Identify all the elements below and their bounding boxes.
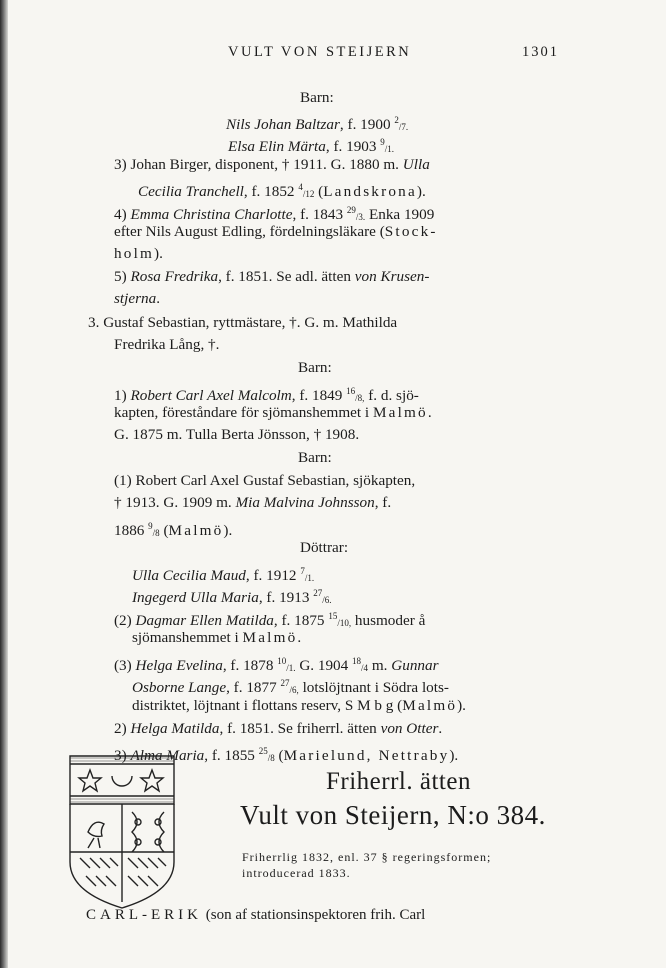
text-segment: Barn: — [300, 89, 334, 106]
text-segment: 15 — [328, 611, 338, 621]
text-segment: ). — [457, 697, 466, 714]
text-segment: , f. 1851. Se friherrl. ätten — [219, 720, 381, 737]
text-segment: , f. 1877 — [226, 679, 281, 696]
text-segment: . — [427, 404, 432, 421]
text-segment: Dagmar Ellen Matilda — [135, 612, 274, 629]
text-segment: 25 — [258, 746, 268, 756]
text-line — [132, 584, 332, 609]
text-segment: 5) — [114, 268, 131, 285]
text-segment: /8, — [355, 393, 365, 403]
text-segment: (2) — [114, 612, 136, 629]
text-segment: Gunnar — [391, 657, 439, 674]
text-segment: 27 — [313, 588, 323, 598]
arms-note-line-2: introducerad 1833. — [242, 866, 351, 880]
text-line — [114, 426, 359, 444]
text-segment: . — [156, 290, 160, 307]
text-segment: holm — [114, 245, 155, 262]
text-segment: Helga Matilda — [130, 720, 220, 737]
text-segment: /1. — [304, 573, 315, 583]
text-segment: efter Nils August Edling, fördelningsläkare ( — [114, 223, 385, 240]
text-segment: 10 — [277, 656, 287, 666]
text-segment: 2 — [394, 115, 399, 125]
text-segment: Nils Johan Baltzar — [226, 116, 340, 133]
text-segment: /8 — [267, 753, 275, 763]
text-segment: Barn: — [298, 449, 332, 466]
text-segment: /10, — [337, 618, 352, 628]
text-line — [88, 314, 397, 332]
text-segment: f. d. sjö- — [364, 387, 419, 404]
text-segment: . — [438, 720, 443, 737]
text-segment: , f. 1912 — [245, 567, 301, 584]
text-segment: 4) — [114, 206, 131, 223]
text-line — [114, 290, 160, 308]
text-line — [114, 404, 432, 422]
text-segment: 9 — [380, 137, 385, 147]
text-line — [114, 517, 232, 542]
text-segment: sjömanshemmet i — [132, 629, 243, 646]
page-number: 1301 — [522, 44, 559, 60]
text-line — [132, 674, 449, 699]
text-segment: /6. — [322, 595, 332, 605]
text-segment: /8 — [152, 528, 160, 538]
text-line — [300, 89, 334, 107]
text-segment: (1) Robert Carl Axel Gustaf Sebastian, sjökapten, — [114, 472, 416, 489]
text-segment: , f. 1843 — [292, 206, 347, 223]
text-line — [132, 629, 301, 647]
arms-title-line-2: Vult von Steijern, N:o 384. — [240, 800, 546, 830]
text-segment: Ulla — [402, 156, 430, 173]
text-segment: /1. — [286, 663, 296, 673]
text-segment: von Otter — [380, 720, 439, 737]
text-segment: Malmö — [372, 404, 428, 421]
text-segment: /12 — [302, 189, 315, 199]
text-segment: /6, — [289, 685, 299, 695]
text-segment: Elsa Elin Märta — [228, 138, 326, 155]
arms-title-line-1: Friherrl. ätten — [326, 768, 471, 795]
text-segment: , f. 1852 — [243, 183, 299, 200]
arms-note-line-1: Friherrlig 1832, enl. 37 § regeringsformen; — [242, 850, 492, 864]
text-segment: Landskrona — [323, 183, 417, 200]
text-segment: Fredrika Lång, †. — [114, 336, 220, 353]
text-segment: 16 — [346, 386, 356, 396]
text-segment: /7. — [398, 122, 409, 132]
text-segment: , f. 1849 — [291, 387, 347, 404]
footer-line — [86, 906, 425, 924]
text-segment: lotslöjtnant i Södra lots- — [298, 679, 449, 696]
text-segment: Helga Evelina — [135, 657, 223, 674]
footer-text: (son af stationsinspektoren frih. Carl — [205, 907, 426, 923]
text-segment: Malmö — [402, 697, 458, 714]
text-segment: stjerna — [114, 290, 157, 307]
text-segment: G. 1875 m. Tulla Berta Jönsson, † 1908. — [114, 426, 360, 443]
text-segment: distriktet, löjtnant i flottans reserv, S M b g ( — [132, 697, 403, 714]
text-line — [298, 449, 332, 467]
text-segment: Robert Carl Axel Malcolm — [130, 387, 292, 404]
text-line — [114, 156, 430, 174]
text-segment: Ulla Cecilia Maud — [132, 567, 246, 584]
text-segment: kapten, föreståndare för sjömanshemmet i — [114, 404, 373, 421]
text-segment: 7 — [300, 566, 305, 576]
text-segment: . — [297, 629, 302, 646]
text-line — [114, 268, 429, 286]
text-segment: Alma Maria — [130, 747, 205, 764]
text-segment: 29 — [346, 205, 356, 215]
text-line — [138, 178, 426, 203]
text-line — [132, 697, 466, 715]
text-segment: Malmö — [168, 522, 224, 539]
text-segment: (3) — [114, 657, 136, 674]
text-segment: 3. Gustaf Sebastian, ryttmästare, †. G. m. Mathilda — [88, 314, 398, 331]
text-line — [114, 472, 415, 490]
text-segment: ). — [223, 522, 233, 539]
running-title: VULT VON STEIJERN — [228, 44, 412, 60]
text-segment: husmoder å — [351, 612, 426, 629]
text-segment: /1. — [384, 144, 395, 154]
text-segment: von Krusen- — [354, 268, 430, 285]
text-segment: ( — [314, 183, 324, 200]
text-segment: , f. 1900 — [339, 116, 395, 133]
page-header — [0, 44, 666, 64]
text-line — [114, 223, 438, 241]
text-line — [114, 336, 219, 354]
text-segment: m. — [368, 657, 392, 674]
text-segment: G. 1904 — [295, 657, 353, 674]
text-segment: ). — [416, 183, 426, 200]
text-segment: Rosa Fredrika — [130, 268, 219, 285]
text-segment: /3. — [355, 212, 366, 222]
text-segment: Döttrar: — [300, 539, 349, 556]
text-segment: , f. 1903 — [325, 138, 381, 155]
text-segment: , f. — [374, 494, 392, 511]
text-segment: /4 — [361, 663, 369, 673]
text-line — [114, 245, 163, 263]
text-segment: Mia Malvina Johnsson — [235, 494, 375, 511]
text-segment: 1886 — [114, 522, 149, 539]
text-line — [298, 359, 332, 377]
text-segment: Osborne Lange — [132, 679, 227, 696]
text-segment: , f. 1878 — [222, 657, 278, 674]
text-segment: ( — [159, 522, 169, 539]
text-segment: † 1913. G. 1909 m. — [114, 494, 236, 511]
text-segment: , f. 1851. Se adl. ätten — [218, 268, 355, 285]
footer-name: CARL-ERIK — [86, 907, 202, 923]
text-segment: Ingegerd Ulla Maria — [132, 589, 259, 606]
text-segment: Enka 1909 — [365, 206, 435, 223]
text-segment: , f. 1855 — [204, 747, 259, 764]
text-line — [228, 133, 394, 158]
text-segment: 27 — [280, 678, 290, 688]
text-segment: 2) — [114, 720, 131, 737]
text-segment: Stock- — [384, 223, 438, 240]
text-line — [114, 720, 442, 738]
text-line — [300, 539, 348, 557]
text-segment: 3) — [114, 747, 131, 764]
scan-edge — [0, 0, 8, 968]
coat-of-arms — [66, 752, 178, 912]
text-segment: 1) — [114, 387, 131, 404]
text-segment: 4 — [298, 182, 303, 192]
text-segment: Malmö — [242, 629, 298, 646]
text-segment: Emma Christina Charlotte — [130, 206, 293, 223]
text-segment: ). — [154, 245, 163, 262]
text-segment: Cecilia Tranchell — [138, 183, 244, 200]
text-segment: Marielund, Nettraby — [283, 747, 450, 764]
text-segment: ). — [449, 747, 459, 764]
text-segment: ( — [274, 747, 284, 764]
text-segment: , f. 1913 — [258, 589, 314, 606]
text-segment: Barn: — [298, 359, 332, 376]
text-segment: 3) Johan Birger, disponent, † 1911. G. 1880 m. — [114, 156, 403, 173]
text-segment: 18 — [352, 656, 362, 666]
text-line — [114, 494, 391, 512]
text-segment: , f. 1875 — [273, 612, 329, 629]
text-segment: 9 — [148, 521, 153, 531]
